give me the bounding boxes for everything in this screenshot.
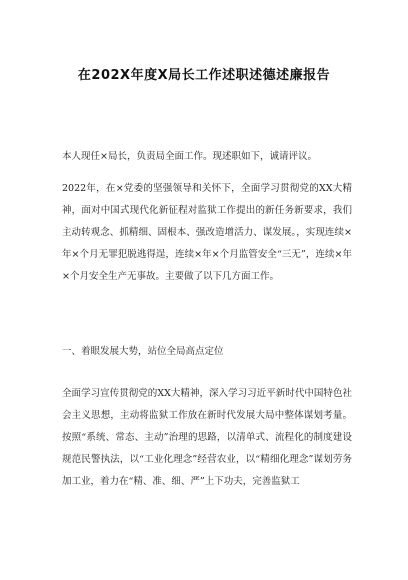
intro-paragraph: 本人现任×局长，负责局全面工作。现述职如下，诚请评议。 bbox=[62, 151, 317, 162]
document-title: 在202X年度X局长工作述职述德述廉报告 bbox=[77, 68, 331, 83]
summary-paragraph: 2022年，在×党委的坚强领导和关怀下，全面学习贯彻党的XX大精神，面对中国式现代化新征程对监狱工作提出的新任务新要求，我们主动转观念、抓精细、固根本、强改造增活力、谋发展。，实现连续×年×个月无罪犯脱逃得逞，连续×年×个月监管安全“三无”，连续×年×个月安全生产无事故。主要做了以下几方面工作。 bbox=[62, 183, 352, 282]
section-heading: 一、着眼发展大势，站位全局高点定位 bbox=[62, 346, 224, 357]
section-paragraph: 全面学习宣传贯彻党的XX大精神，深入学习习近平新时代中国特色社会主义思想，主动将监狱工作放在新时代发展大局中整体谋划考量。按照“系统、常态、主动”治理的思路，以清单式、流程化的制度建设规范民警执法，以“工业化理念”经营农业，以“精细化理念”谋划劳务加工业，着力在“精、准、细、严”上下功夫，完善监狱工 bbox=[62, 388, 352, 487]
